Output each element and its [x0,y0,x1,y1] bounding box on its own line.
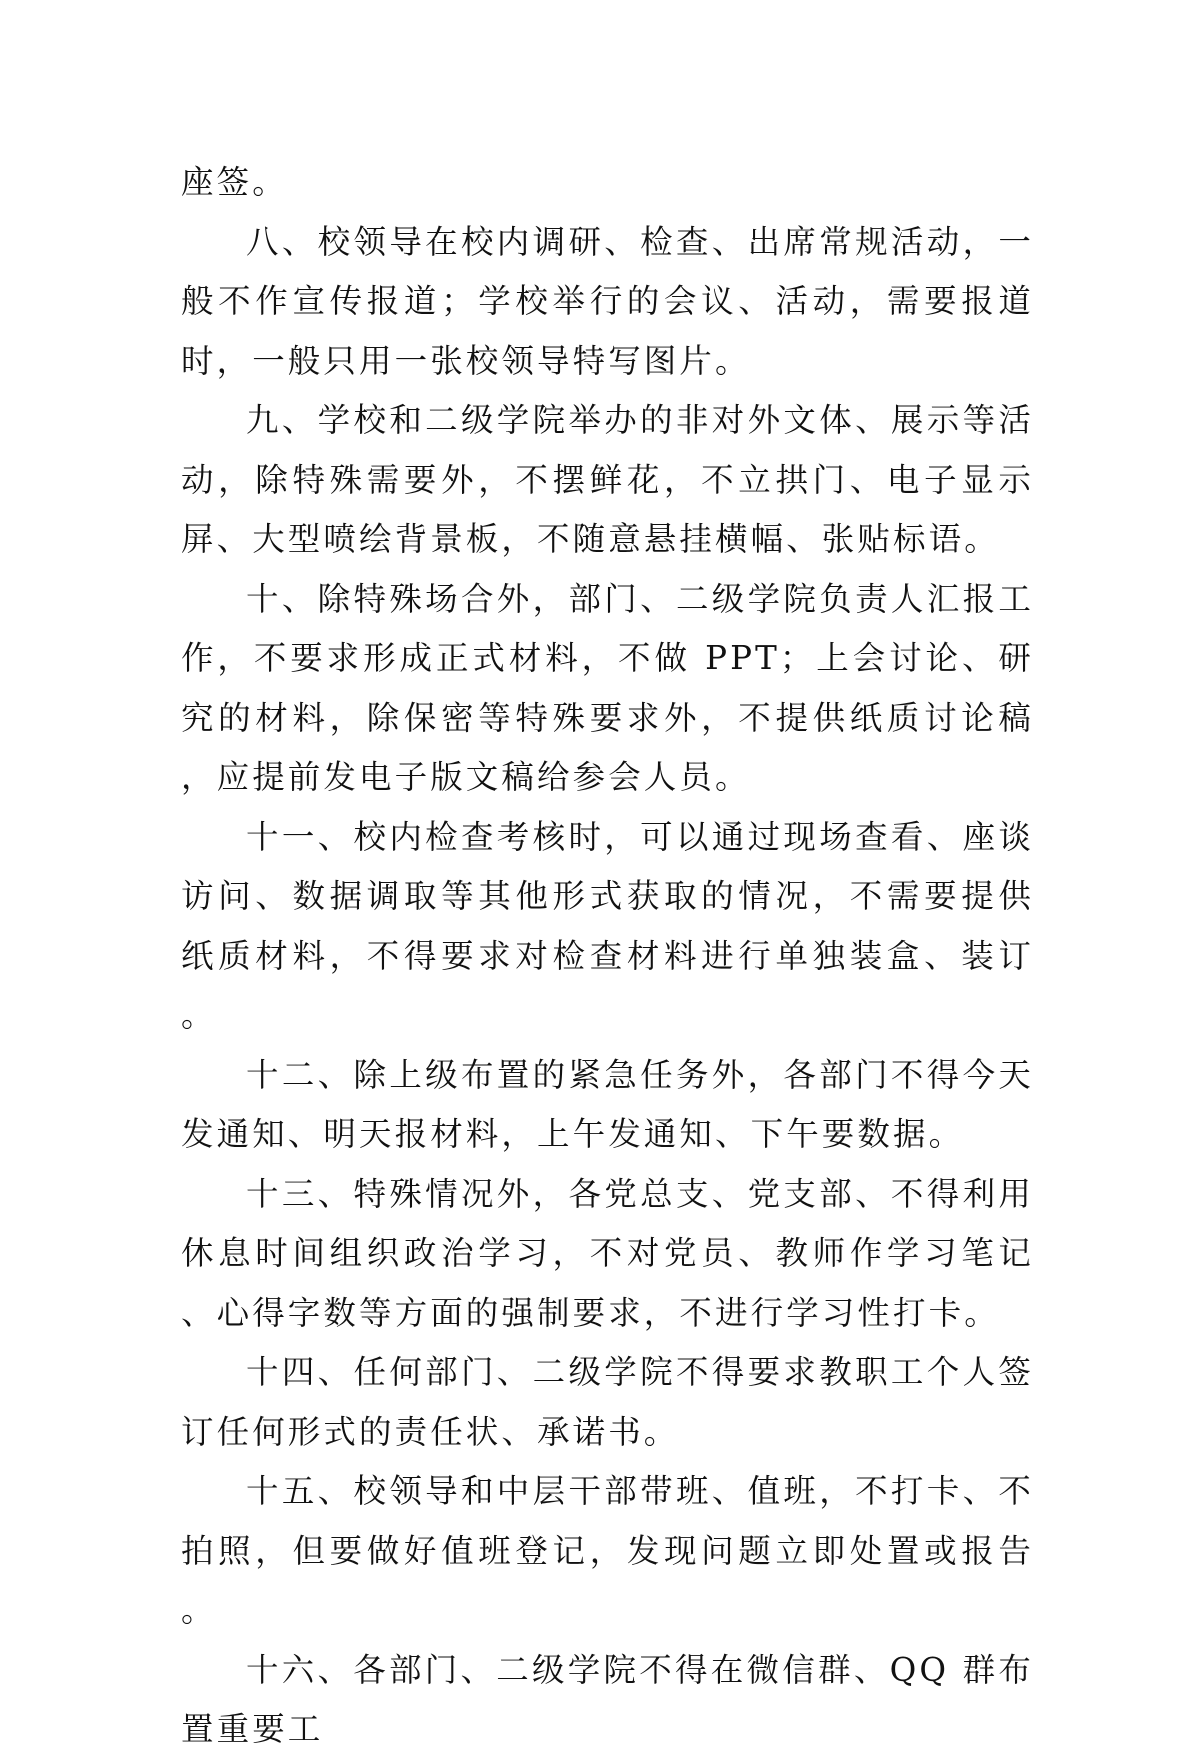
paragraph-continuation: 座签。 [181,163,288,201]
paragraph-item-11: 十一、校内检查考核时，可以通过现场查看、座谈访问、数据调取等其他形式获取的情况，不需要提供纸质材料，不得要求对检查材料进行单独装盒、装订。 [181,817,1034,1034]
paragraph-item-16: 十六、各部门、二级学院不得在微信群、QQ 群布置重要工 [181,1650,1034,1748]
paragraph-item-15: 十五、校领导和中层干部带班、值班，不打卡、不拍照，但要做好值班登记，发现问题立即处置或报告。 [181,1472,1034,1629]
paragraph-item-9: 九、学校和二级学院举办的非对外文体、展示等活动，除特殊需要外，不摆鲜花，不立拱门、电子显示屏、大型喷绘背景板，不随意悬挂横幅、张贴标语。 [181,401,1034,558]
paragraph-item-12: 十二、除上级布置的紧急任务外，各部门不得今天发通知、明天报材料，上午发通知、下午要数据。 [181,1055,1034,1153]
paragraph-item-8: 八、校领导在校内调研、检查、出席常规活动，一般不作宣传报道；学校举行的会议、活动，需要报道时，一般只用一张校领导特写图片。 [181,222,1034,380]
paragraph-item-14: 十四、任何部门、二级学院不得要求教职工个人签订任何形式的责任状、承诺书。 [181,1353,1034,1451]
paragraph-item-13: 十三、特殊情况外，各党总支、党支部、不得利用休息时间组织政治学习，不对党员、教师作学习笔记、心得字数等方面的强制要求，不进行学习性打卡。 [181,1174,1034,1332]
paragraph-item-10: 十、除特殊场合外，部门、二级学院负责人汇报工作，不要求形成正式材料，不做 PPT；上会讨论、研究的材料，除保密等特殊要求外，不提供纸质讨论稿，应提前发电子版文稿给参会人员。 [181,579,1034,796]
document-body [181,153,1034,1760]
